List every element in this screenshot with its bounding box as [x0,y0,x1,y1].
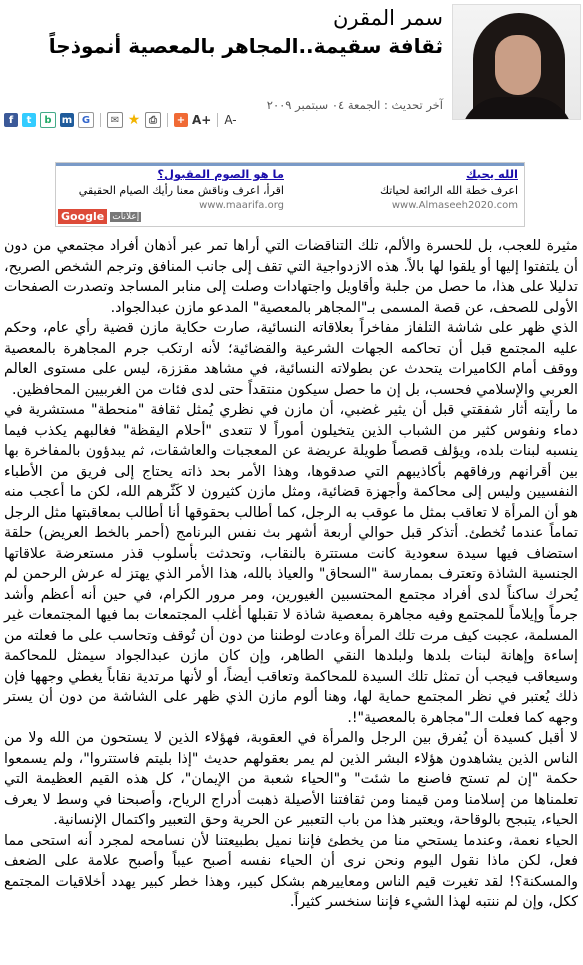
ad-badge[interactable] [58,209,141,224]
ad-unit-left[interactable] [58,167,284,211]
ad-headline[interactable]: الله يحبك [466,167,518,181]
font-decrease-icon[interactable]: A- [224,113,237,127]
paragraph: لا أقبل كسيدة أن يُفرق بين الرجل والمرأة في العقوبة، فهؤلاء الذين لا يستحون من الله ولا من الناس الذين يشاهدون هؤلاء البشر الذين لم يمر بعقولهم حديث "إذا بليتم فاستتروا"، ولم يسمعوا حكمة "إن لم تستح فاصنع ما شئت" و"الحياء شعبة من الإيمان"، كل هذه القيم العظيمة التي تعلمناها من إسلامنا ومن قيمنا ومن ثقافتنا الأصيلة ذهبت أدراج الرياح، وأصبحنا في وسط لا يعرف الحياء، يتبجح بالوقاحة، ويعتبر هذا من باب التعبير عن الحرية وحق التعبير واكتمال الإنسانية. [4,730,578,828]
article-title: ثقافة سقيمة..المجاهر بالمعصية أنموذجاً [48,34,443,58]
favorite-star-icon[interactable]: ★ [127,112,141,128]
google-ad-box [55,162,525,227]
paragraph: الذي ظهر على شاشة التلفاز مفاخراً بعلاقاته النسائية، صارت حكاية مازن قضية رأي عام، وحكم عليه المجتمع قبل أن تحاكمه الجهات الشرعية والقضائية؛ لأنه ارتكب جرم المجاهرة بالمعصية ووقف أمام الكاميرات يتحدث عن بطولاته النسائية، في مشاهد مقززة، ليس على مستوى العالم العربي والإسلامي فحسب، بل إن ما حصل سيكون منتقداً حتى لدى فئات من الغربيين المحافظين. [4,320,578,398]
paragraph: ما رأيته أثار شفقتي قبل أن يثير غضبي، أن مازن في نظري يُمثل ثقافة "منحطة" مستشرية في دماء ونفوس كثير من الشباب الذين يتخيلون أموراً لا تتعدى "أحلام اليقظة" فغالبهم يكذب فيما ينسبه لبنات بلده، ويؤلف قصصاً طويلة عريضة عن المعجبات والعاشقات، ثم يبدؤون بالمفاخرة بها بين أقرانهم ورفاقهم بأكاذيبهم التي صدقوها، وهذا الأمر بحد ذاته يحتاج إلى فريق من الأطباء النفسيين وليس إلى محاكمة وأجهزة قضائية، ومثل مازن كثيرون لا كَثّرهم الله، لكن ما أعجب منه هو أن المرأة لا تعاقب بمثل ما عوقب به الرجل، كما أطالب بحقوقها أنا أطالب بمعاقبتها مثل الرجل تماماً عندما تُخطئ. أتذكر قبل حوالي أربعة أشهر بث نفس البرنامج (أحمر بالخط العريض) حلقة استضاف فيها سيدة سعودية كانت مستترة بالنقاب، وتحدثت بأسلوب قذر مستعرضة علاقاتها الجنسية الشاذة وتعترف بممارسة "السحاق" والعياذ بالله، هذا الأمر الذي يهتز له عرش الرحمن لم يُحرك ساكناً لدى أفراد مجتمع المحتسبين الغيورين، ومر مرور الكرام، في حين أنه أعظم وأشد جرماً وإيلاماً للمجتمع وفيه مجاهرة بمعصية شاذة لا تقبلها أغلب المجتمعات بما فيها المجتمعات غير المسلمة، عجبت كيف مرت تلك المرأة وعادت لوطننا من دون أن تُوقف وتحاسب على ما فعلته من إساءة وإهانة لبنات بلدها ولبلدها النقي الطاهر، وإن كان مازن عبدالجواد سيمثل للمحاكمة وسيعاقب فيجب أن تمثل تلك السيدة للمحاكمة وتعاقب أيضاً، أو لأنها مرتدية نقاباً يغطي وجهها فإن ذلك يُعتبر في نظر المجتمع حماية لها، وهنا ألوم مازن الذي ظهر على الشاشة من دون أن يستر وجهه كما فعلت الـ"مجاهرة بالمعصية"!. [4,402,578,726]
paragraph: مثيرة للعجب، بل للحسرة والألم، تلك التناقضات التي أراها تمر عبر أذهان أفراد مجتمعي من دون أن يلتفتوا إليها أو يلقوا لها بالاً. هذه الازدواجية التي تقف إلى جانب المنافق وترجم الشخص الصريح، تدليلا على هذا، ما حصل من جلبة وأقاويل واجتهادات وصلت إلى منابر المساجد وتصدرت الصفحات الأولى للصحف، عن قصة المسمى بـ"المجاهر بالمعصية" المدعو مازن عبدالجواد. [4,238,578,316]
author-name[interactable]: سمر المقرن [332,6,443,30]
twitter-icon[interactable]: t [22,113,36,127]
paragraph: الحياء نعمة، وعندما يستحي منا من يخطئ فإننا نميل بطبيعتنا لأن نسامحه لمجرد أنه استحى مما فعل، لكن ماذا نقول اليوم ونحن نرى أن الحياء نفسه أصبح عيباً وأصبح علامة على الضعف والمسكنة؟! لقد تغيرت قيم الناس ومعاييرهم بشكل كبير، وهذا خطر كبير يهدد أخلاقيات المجتمع ككل، وإن لم ننتبه لهذا الشيء فإننا سنخسر كثيراً. [4,832,578,910]
plus-share-icon[interactable]: + [174,113,188,127]
author-photo [452,4,581,120]
email-icon[interactable]: ✉ [107,112,123,128]
article-body [4,236,578,913]
myspace-icon[interactable]: m [61,114,73,126]
google-logo: Google [58,209,107,224]
google-icon[interactable]: G [78,112,94,128]
ad-url[interactable]: www.Almaseeh2020.com [391,200,518,211]
last-updated: آخر تحديث : الجمعة ٠٤ سبتمبر ٢٠٠٩ [266,98,443,112]
article-header [0,0,583,118]
ad-headline[interactable]: ما هو الصوم المقبول؟ [157,167,284,181]
ad-description: اعرف خطة الله الرائعة لحياتك [380,184,518,197]
share-toolbar [4,111,237,129]
ad-unit-right[interactable] [292,167,518,211]
print-icon[interactable]: ⎙ [145,112,161,128]
facebook-icon[interactable]: f [4,113,18,127]
font-increase-icon[interactable]: A+ [192,113,212,127]
ads-label: إعلانات [112,211,140,222]
buzz-icon[interactable]: b [40,112,56,128]
ad-description: اقرأ، اعرف وناقش معنا رأيك الصيام الحقيقي [78,184,284,197]
ad-url[interactable]: www.maarifa.org [199,200,284,211]
